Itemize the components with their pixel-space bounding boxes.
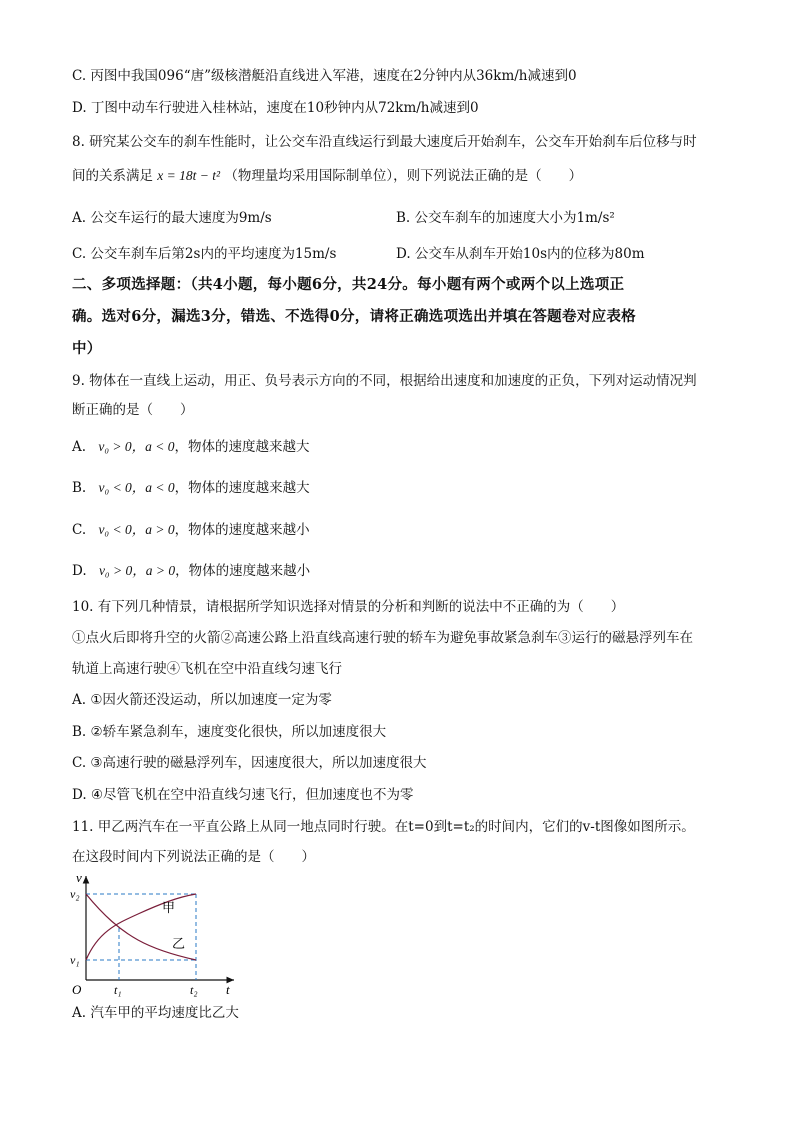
curve-jia-label: 甲 (162, 900, 176, 915)
q9-option-a-math: v₀ > 0，a < 0 (98, 439, 175, 454)
t2-label: t₂ (190, 983, 198, 997)
q11-stem-line2: 在这段时间内下列说法正确的是（ ） (72, 849, 315, 865)
q7-option-d: D. 丁图中动车行驶进入桂林站，速度在10秒钟内从72km/h减速到0 (72, 100, 479, 116)
v1-label: v₁ (70, 953, 80, 967)
q9-option-a-text: ，物体的速度越来越大 (174, 439, 310, 455)
q9-stem-line2: 断正确的是（ ） (72, 402, 194, 418)
q9-option-a-label: A. (72, 439, 87, 455)
q8-option-b: B. 公交车刹车的加速度大小为1m/s² (396, 210, 615, 226)
q11-stem-line1: 11. 甲乙两汽车在一平直公路上从同一地点同时行驶。在t=0到t=t₂的时间内，它们的v-t图像如图所示。 (72, 819, 695, 835)
v-axis-label: v (76, 870, 82, 885)
section2-heading-line3: 中） (72, 340, 102, 357)
q8-stem-prefix: 间的关系满足 (72, 168, 153, 184)
q9-option-b-text: ，物体的速度越来越大 (174, 480, 310, 496)
q8-stem-line2 (72, 166, 582, 186)
q9-option-d-text: ，物体的速度越来越小 (175, 563, 311, 579)
q9-option-d (72, 561, 310, 581)
q10-option-b: B. ②轿车紧急刹车，速度变化很快，所以加速度很大 (72, 724, 387, 740)
q9-stem-line1: 9. 物体在一直线上运动，用正、负号表示方向的不同，根据给出速度和加速度的正负，下列对运动情况判 (72, 373, 697, 389)
q9-option-a (72, 437, 310, 457)
q9-option-b (72, 478, 310, 498)
origin-label: O (72, 982, 82, 997)
section2-heading-line1: 二、多项选择题：（共4小题，每小题6分，共24分。每小题有两个或两个以上选项正 (72, 276, 625, 293)
v2-label: v₂ (70, 887, 80, 901)
q11-option-a: A. 汽车甲的平均速度比乙大 (72, 1005, 239, 1021)
q8-option-c: C. 公交车刹车后第2s内的平均速度为15m/s (72, 246, 337, 262)
q10-option-c: C. ③高速行驶的磁悬浮列车，因速度很大，所以加速度很大 (72, 755, 427, 771)
curve-yi-label: 乙 (172, 936, 186, 951)
q10-scenario-line1: ①点火后即将升空的火箭②高速公路上沿直线高速行驶的轿车为避免事故紧急刹车③运行的磁悬浮列车在 (72, 630, 693, 646)
q8-option-d: D. 公交车从刹车开始10s内的位移为80m (396, 246, 645, 262)
q10-option-a: A. ①因火箭还没运动，所以加速度一定为零 (72, 692, 332, 708)
q9-option-b-math: v₀ < 0，a < 0 (98, 480, 175, 495)
q7-option-c: C. 丙图中我国096“唐”级核潜艇沿直线进入军港，速度在2分钟内从36km/h减速到0 (72, 68, 577, 84)
q9-option-d-label: D. (72, 563, 87, 579)
q9-option-b-label: B. (72, 480, 87, 496)
q9-option-c-math: v₀ < 0，a > 0 (98, 522, 175, 537)
q9-option-d-math: v₀ > 0，a > 0 (98, 563, 176, 578)
q10-stem: 10. 有下列几种情景，请根据所学知识选择对情景的分析和判断的说法中不正确的为（ ） (72, 599, 625, 615)
section2-heading-line2: 确。选对6分，漏选3分，错选、不选得0分，请将正确选项选出并填在答题卷对应表格 (72, 308, 636, 325)
q9-option-c (72, 520, 310, 540)
q8-formula: x = 18t − t² (157, 168, 221, 183)
q8-stem-suffix: （物理量均采用国际制单位），则下列说法正确的是（ ） (224, 168, 583, 184)
q8-stem-line1: 8. 研究某公交车的刹车性能时，让公交车沿直线运行到最大速度后开始刹车，公交车开始刹车后位移与时 (72, 134, 697, 150)
vt-graph (68, 870, 240, 998)
t1-label: t₁ (114, 983, 122, 997)
q10-scenario-line2: 轨道上高速行驶④飞机在空中沿直线匀速飞行 (72, 661, 342, 677)
t-axis-label: t (226, 982, 230, 997)
q10-option-d: D. ④尽管飞机在空中沿直线匀速飞行，但加速度也不为零 (72, 787, 414, 803)
q8-option-a: A. 公交车运行的最大速度为9m/s (72, 210, 272, 226)
q9-option-c-label: C. (72, 522, 87, 538)
q9-option-c-text: ，物体的速度越来越小 (174, 522, 310, 538)
